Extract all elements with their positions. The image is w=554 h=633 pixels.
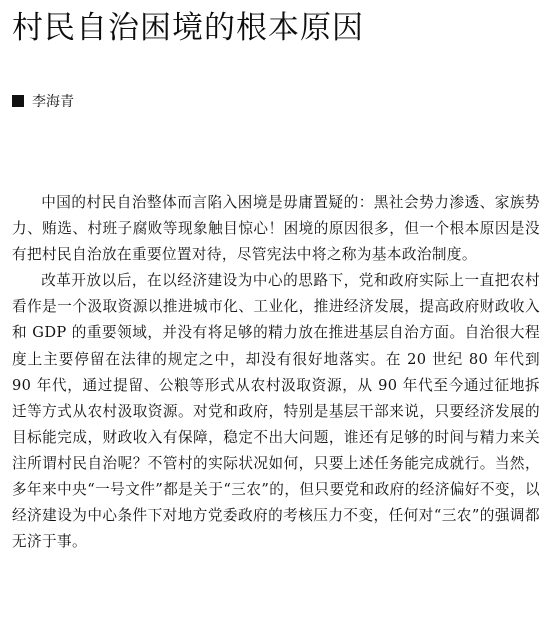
article-title: 村民自治困境的根本原因	[12, 10, 364, 46]
body-paragraph: 中国的村民自治整体而言陷入困境是毋庸置疑的：黑社会势力渗透、家族势力、贿选、村班子腐败等现象触目惊心！困境的原因很多，但一个根本原因是没有把村民自治放在重要位置对待，尽管宪法中将之称为基本政治制度。	[12, 194, 540, 264]
body-paragraph: 改革开放以后，在以经济建设为中心的思路下，党和政府实际上一直把农村看作是一个汲取资源以推进城市化、工业化，推进经济发展，提高政府财政收入和 GDP 的重要领域，并没有将足够的精力放在推进基层自治方面。自治很大程度上主要停留在法律的规定之中，却没有很好地落实。在 20 世纪 80 年代到 90 年代，通过提留、公粮等形式从农村汲取资源，从 90 年代至今通过征地拆迁等方式从农村汲取资源。对党和政府，特别是基层干部来说，只要经济发展的目标能完成，财政收入有保障，稳定不出大问题，谁还有足够的时间与精力来关注所谓村民自治呢？不管村的实际状况如何，只要上述任务能完成就行。当然，多年来中央“一号文件”都是关于“三农”的，但只要党和政府的经济偏好不变，以经济建设为中心条件下对地方党委政府的考核压力不变，任何对“三农”的强调都无济于事。	[12, 272, 540, 551]
author-name: 李海青	[32, 94, 74, 110]
black-square-icon	[12, 95, 24, 107]
author-byline	[12, 90, 74, 112]
article-body	[12, 190, 540, 555]
